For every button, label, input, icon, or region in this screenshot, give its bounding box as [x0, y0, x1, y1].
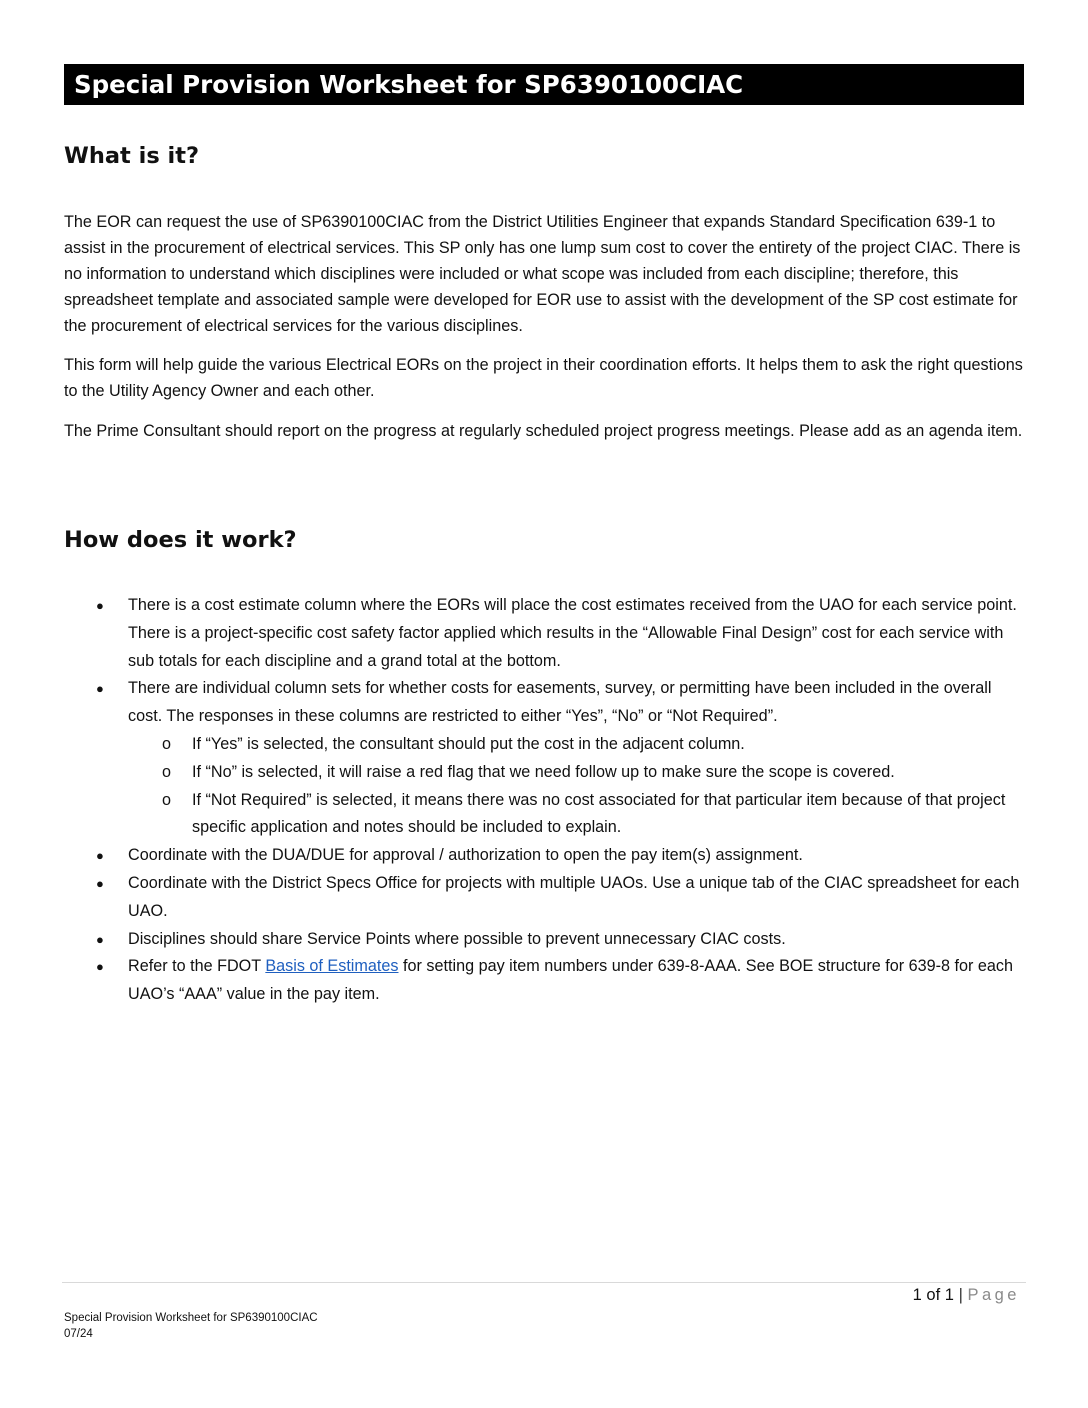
page-separator: | — [958, 1286, 963, 1304]
sub-list-item-text: If “No” is selected, it will raise a red flag that we need follow up to make sure the scope is covered. — [192, 762, 895, 781]
sub-bullet-icon: o — [162, 790, 172, 809]
sub-list-item — [64, 731, 1024, 759]
basis-of-estimates-link[interactable]: Basis of Estimates — [265, 957, 399, 976]
list-item — [64, 926, 1024, 954]
bullet-icon: ● — [96, 959, 104, 975]
list-item-text: Coordinate with the District Specs Office for projects with multiple UAOs. Use a unique tab of the CIAC spreadsheet for each UAO. — [128, 873, 1020, 920]
list-item-text: There is a cost estimate column where the EORs will place the cost estimates received from the UAO for each service point. There is a project-specific cost safety factor applied which results in the “Allowable Final Design” cost for each service with sub totals for each discipline and a grand total at the bottom. — [128, 596, 1017, 670]
sub-list-item — [64, 787, 1024, 843]
bullet-icon: ● — [96, 931, 104, 947]
list-item — [64, 870, 1024, 926]
list-item-text: Coordinate with the DUA/DUE for approval / authorization to open the pay item(s) assignment. — [128, 846, 803, 865]
bullet-icon: ● — [96, 598, 104, 613]
footer-date: 07/24 — [64, 1328, 93, 1340]
list-item — [64, 953, 1024, 1009]
page-title: Special Provision Worksheet for SP6390100CIAC — [64, 64, 1024, 105]
sub-list-item-text: If “Yes” is selected, the consultant should put the cost in the adjacent column. — [192, 734, 745, 753]
list-item — [64, 592, 1024, 675]
sub-bullet-icon: o — [162, 762, 172, 781]
sub-list-item-text: If “Not Required” is selected, it means there was no cost associated for that particular item because of that project specific application and notes should be included to explain. — [192, 790, 1006, 837]
paragraph-prime-consultant: The Prime Consultant should report on the progress at regularly scheduled project progress meetings. Please add as an agenda item. — [64, 422, 1023, 440]
list-item — [64, 675, 1024, 731]
bullet-icon: ● — [96, 681, 104, 697]
section-heading-how-does-it-work: How does it work? — [64, 527, 297, 553]
list-item — [64, 842, 1024, 870]
section-heading-what-is-it: What is it? — [64, 143, 200, 169]
page-number — [913, 1286, 1020, 1305]
footer-doc-title: Special Provision Worksheet for SP6390100CIAC — [64, 1312, 318, 1324]
page-label: Page — [967, 1286, 1020, 1304]
footer-divider — [62, 1282, 1026, 1283]
how-it-works-list — [64, 592, 1024, 1009]
list-item-text: There are individual column sets for whether costs for easements, survey, or permitting have been included in the overall cost. The responses in these columns are restricted to either “Yes”, “No” or “Not Required”. — [128, 679, 992, 726]
bullet-icon: ● — [96, 875, 104, 891]
sub-list-item — [64, 759, 1024, 787]
list-item-text-after-link: for setting pay item numbers under 639-8-AAA. See BOE structure for 639-8 for each UAO’s “AAA” value in the pay item. — [128, 957, 1014, 1004]
list-item-text-before-link: Refer to the FDOT — [128, 957, 266, 976]
sub-bullet-icon: o — [162, 734, 172, 753]
bullet-icon: ● — [96, 848, 104, 864]
list-item-text: Disciplines should share Service Points where possible to prevent unnecessary CIAC costs. — [128, 929, 786, 948]
paragraph-intro: The EOR can request the use of SP6390100CIAC from the District Utilities Engineer that expands Standard Specification 639-1 to assist in the procurement of electrical services. This SP only has one lump sum cost to cover the entirety of the project CIAC. There is no information to understand which disciplines were included or what scope was included from each discipline; therefore, this spreadsheet template and associated sample were developed for EOR use to assist with the development of the SP cost estimate for the procurement of electrical services for the various disciplines. — [64, 213, 1021, 335]
paragraph-form-guide: This form will help guide the various Electrical EORs on the project in their coordination efforts. It helps them to ask the right questions to the Utility Agency Owner and each other. — [64, 356, 1023, 400]
page-count: 1 of 1 — [912, 1286, 954, 1304]
